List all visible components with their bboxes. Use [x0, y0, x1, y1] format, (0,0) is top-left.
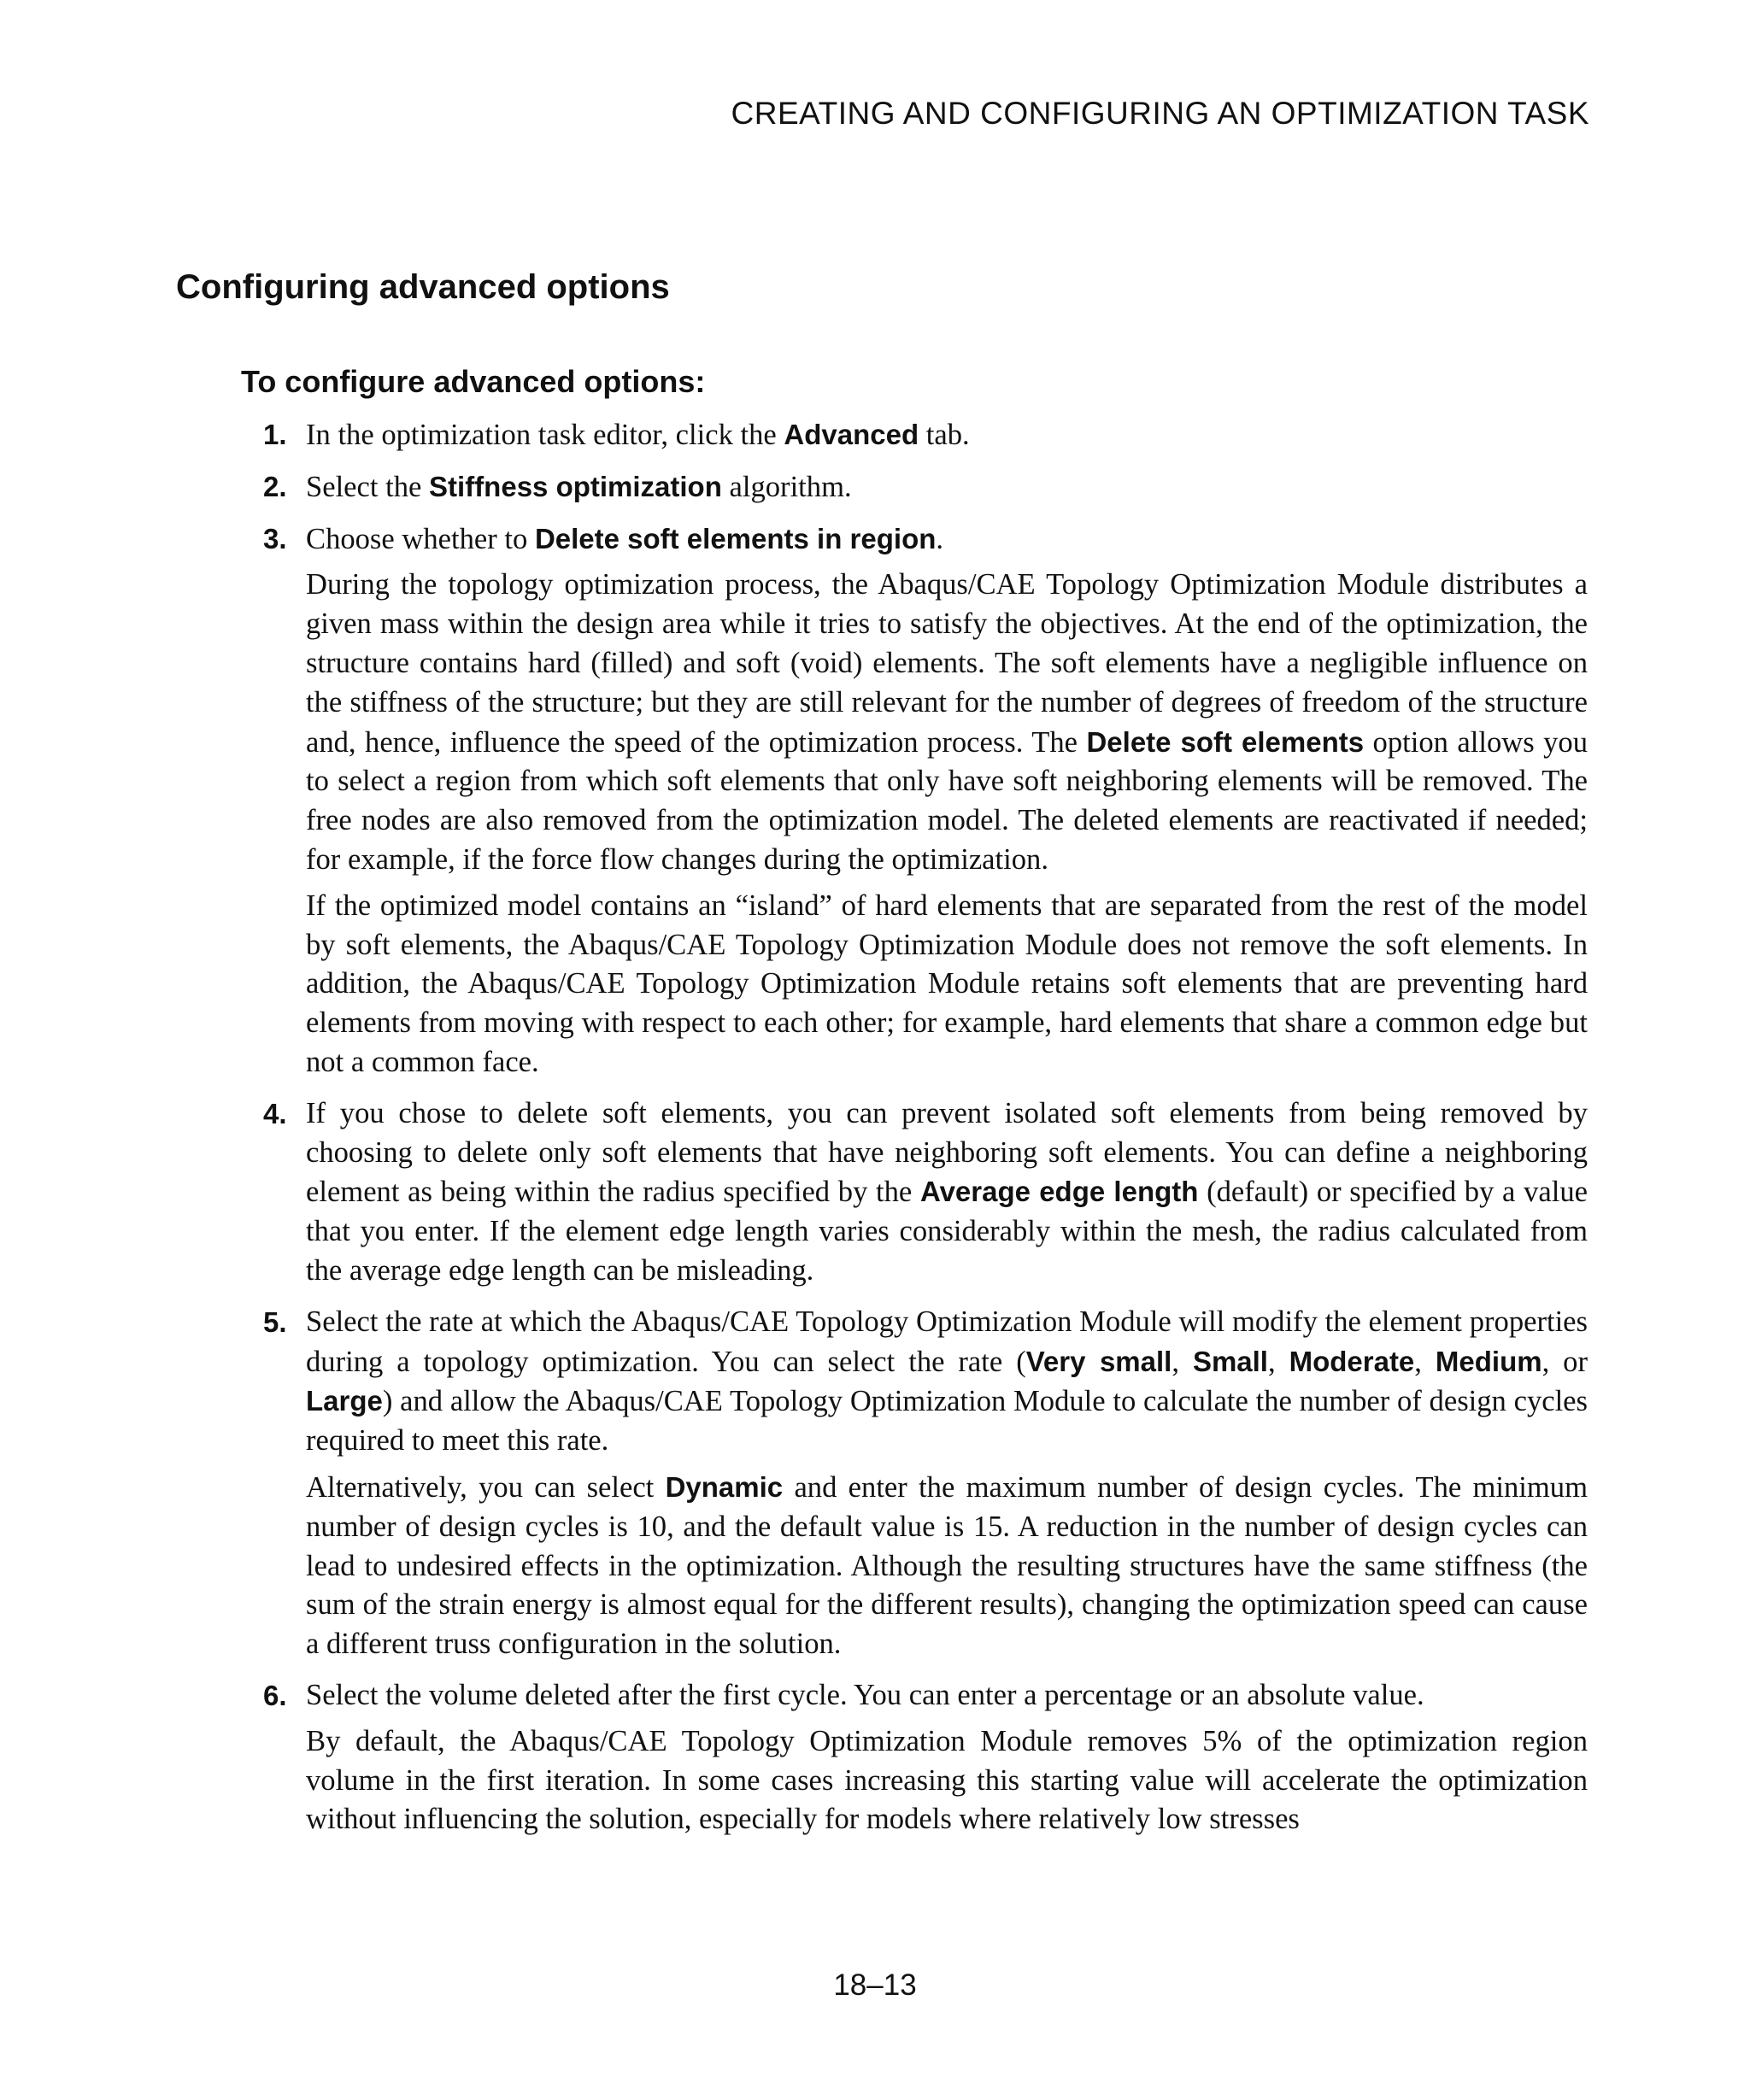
step-1	[263, 415, 1588, 455]
step-number: 6.	[263, 1679, 287, 1711]
text: option allows you to select a region from which soft elements that only have soft neighboring elements will be removed. The free nodes are also removed from the optimization model. The deleted elements are reactivated if needed; for example, if the force flow changes during the optimization.	[306, 725, 1589, 876]
ui-term: Medium	[1435, 1345, 1542, 1377]
text: ) and allow the Abaqus/CAE Topology Optimization Module to calculate the number of design cycles required to meet this rate.	[306, 1385, 1588, 1458]
step-paragraph	[306, 1094, 1588, 1291]
text: algorithm.	[721, 470, 852, 503]
step-number: 2.	[263, 470, 287, 502]
text: Select the	[306, 470, 430, 503]
text: Select the rate at which the Abaqus/CAE Topology Optimization Module will modify the element properties during a topology optimization. You can select the rate (	[306, 1305, 1588, 1378]
text: .	[936, 522, 944, 555]
step-number: 3.	[263, 522, 287, 554]
step-3	[263, 519, 1589, 1082]
step-number: 1.	[263, 419, 287, 450]
text: tab.	[919, 419, 970, 451]
page-number: 18–13	[833, 1968, 917, 2002]
section-title: Configuring advanced options	[176, 268, 670, 306]
step-2	[263, 467, 1588, 507]
ui-term: Large	[306, 1385, 383, 1417]
text: In the optimization task editor, click the	[306, 419, 784, 451]
ui-term: Stiffness optimization	[429, 470, 722, 502]
procedure-steps	[263, 415, 1589, 1851]
step-number: 4.	[263, 1097, 287, 1129]
step-paragraph	[306, 1303, 1588, 1461]
step-number: 5.	[263, 1305, 287, 1338]
text: , or	[1542, 1345, 1588, 1378]
step-5	[263, 1303, 1588, 1664]
ui-term: Dynamic	[665, 1470, 784, 1503]
text: During the topology optimization process, the Abaqus/CAE Topology Optimization Module distributes a given mass within the design area while it tries to satisfy the objectives. At the end of the optimization, the structure contains hard (filled) and soft (void) elements. The soft elements have a negligible influence on the stiffness of the structure; but they are still relevant for the number of degrees of freedom of the structure and, hence, influence the speed of the optimization process. The	[306, 568, 1588, 759]
step-paragraph	[306, 519, 1588, 560]
step-6	[263, 1676, 1588, 1839]
step-paragraph: Select the volume deleted after the first cycle. You can enter a percentage or an absolute value.	[306, 1678, 1424, 1711]
text: and enter the maximum number of design cycles. The minimum number of design cycles is 10, and the default value is 15. A reduction in the number of design cycles can lead to undesired effects in the optimization. Although the resulting structures have the same stiffness (the sum of the strain energy is almost equal for the different results), changing the optimization speed can cause a different truss configuration in the solution.	[306, 1470, 1588, 1661]
ui-term: Delete soft elements	[1086, 725, 1365, 758]
procedure-title: To configure advanced options:	[241, 364, 706, 399]
text: Choose whether to	[306, 522, 535, 555]
text: If you chose to delete soft elements, you can prevent isolated soft elements from being removed by choosing to delete only soft elements that have neighboring soft elements. You can define a neighboring element as being within the radius specified by the	[306, 1096, 1588, 1209]
step-paragraph: If the optimized model contains an “island” of hard elements that are separated from the rest of the model by soft elements, the Abaqus/CAE Topology Optimization Module does not remove the soft elements. In addition, the Abaqus/CAE Topology Optimization Module retains soft elements that are preventing hard elements from moving with respect to each other; for example, hard elements that share a common edge but not a common face.	[306, 889, 1588, 1078]
text: ,	[1172, 1345, 1193, 1378]
step-paragraph	[306, 1468, 1588, 1664]
text: (default) or specified by a value that you enter. If the element edge length varies considerably within the mesh, the radius calculated from the average edge length can be misleading.	[306, 1176, 1588, 1287]
step-paragraph	[306, 415, 1588, 455]
step-4	[263, 1094, 1588, 1291]
text: ,	[1414, 1345, 1436, 1378]
ui-term: Advanced	[784, 419, 919, 450]
ui-term: Delete soft elements in region	[534, 522, 937, 554]
ui-term: Small	[1192, 1345, 1268, 1377]
step-paragraph	[306, 566, 1588, 879]
text: Alternatively, you can select	[306, 1470, 666, 1504]
ui-term: Moderate	[1289, 1345, 1415, 1377]
running-header: CREATING AND CONFIGURING AN OPTIMIZATION TASK	[731, 96, 1589, 131]
step-paragraph: By default, the Abaqus/CAE Topology Optimization Module removes 5% of the optimization region volume in the first iteration. In some cases increasing this starting value will accelerate the optimization without influencing the solution, especially for models where relatively low stresses	[306, 1724, 1588, 1836]
ui-term: Very small	[1025, 1345, 1172, 1377]
step-paragraph	[306, 467, 1588, 507]
text: ,	[1267, 1345, 1289, 1378]
ui-term: Average edge length	[919, 1176, 1199, 1208]
